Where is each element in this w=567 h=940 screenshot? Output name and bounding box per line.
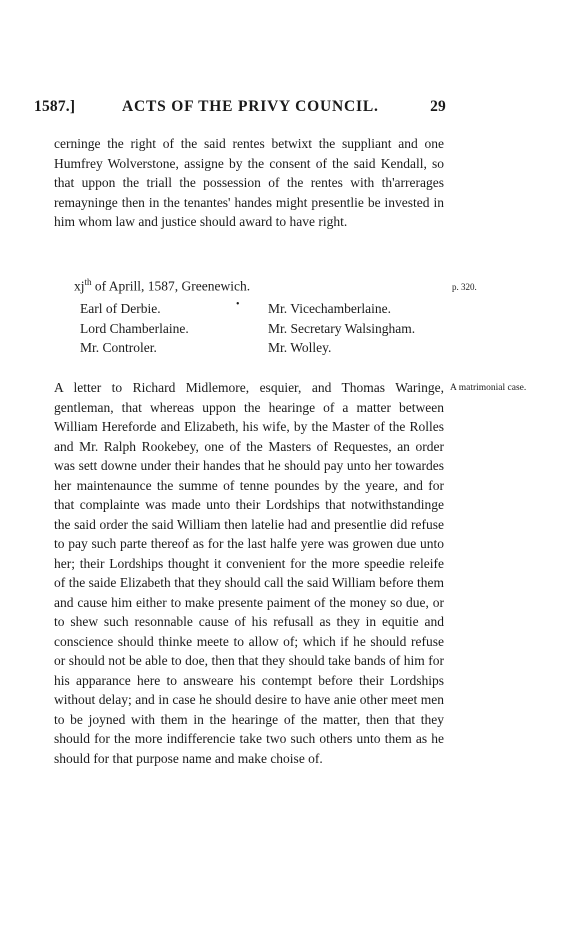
attendees-left-column <box>80 299 189 358</box>
entry-dateline <box>74 277 250 295</box>
dateline-rest: of Aprill, 1587, Greenewich. <box>91 278 251 294</box>
paragraph-letter: A letter to Richard Midlemore, esquier, and Thomas Waringe, gentleman, that whereas uppon the hearinge of a matter between William Hereforde and Elizabeth, his wife, by the Master of the Rolles and Mr. Ralph Rookebey, one of the Masters of Requestes, an order was sett downe under their handes that he should pay unto her towardes her maintenaunce the summe of tenne poundes by the yeare, and for that complainte was made unto their Lordships that notwithstandinge the said order the said William then latelie had and presentlie did refuse to pay such parte thereof as for the last halfe yere was growen due unto her; their Lordships thought it convenient for the more speedie releife of the saide Elizabeth that they should call the said William before them and cause him either to make presente paiment of the money so due, or to shew such resonnable cause of his refusall as they in equitie and conscience should thinke meete to allow of; which if he should refuse or should not be able to doe, then that they should take bands of him for his apparance here to answeare his contempt before their Lordships without delay; and in case he should desire to have anie other meet men to be joyned with them in the hearinge of the matter, then that they should for the more indifferencie take two such others unto them as he should for that purpose name and make choise of. <box>54 380 444 766</box>
attendee: Lord Chamberlaine. <box>80 320 189 336</box>
attendee: Mr. Secretary Walsingham. <box>268 320 416 336</box>
attendee: Mr. Controler. <box>80 340 157 355</box>
attendee: Mr. Vicechamberlaine. <box>268 301 392 316</box>
attendee: Earl of Derbie. <box>80 301 161 316</box>
paragraph-continuation: cerninge the right of the said rentes betwixt the suppliant and one Humfrey Wolverstone, assigne by the consent of the said Kendall, so that uppon the triall the possession of the rentes with th'arrerages remayninge then in the tenantes' handes might presentlie be invested in him whom law and justice should award to have right. <box>54 136 444 229</box>
page-number: 29 <box>430 98 446 115</box>
running-header <box>34 98 446 118</box>
attendee: Mr. Wolley. <box>268 340 332 355</box>
dateline-day-suffix: th <box>84 277 92 287</box>
attendees-right-column <box>268 299 415 358</box>
stray-dot: • <box>236 299 240 310</box>
margin-page-reference: p. 320. <box>452 282 477 292</box>
marginal-note: A matrimonial case. <box>450 383 527 393</box>
header-year: 1587.] <box>34 98 76 115</box>
header-title: ACTS OF THE PRIVY COUNCIL. <box>122 98 379 115</box>
dateline-day: xj <box>74 278 85 294</box>
